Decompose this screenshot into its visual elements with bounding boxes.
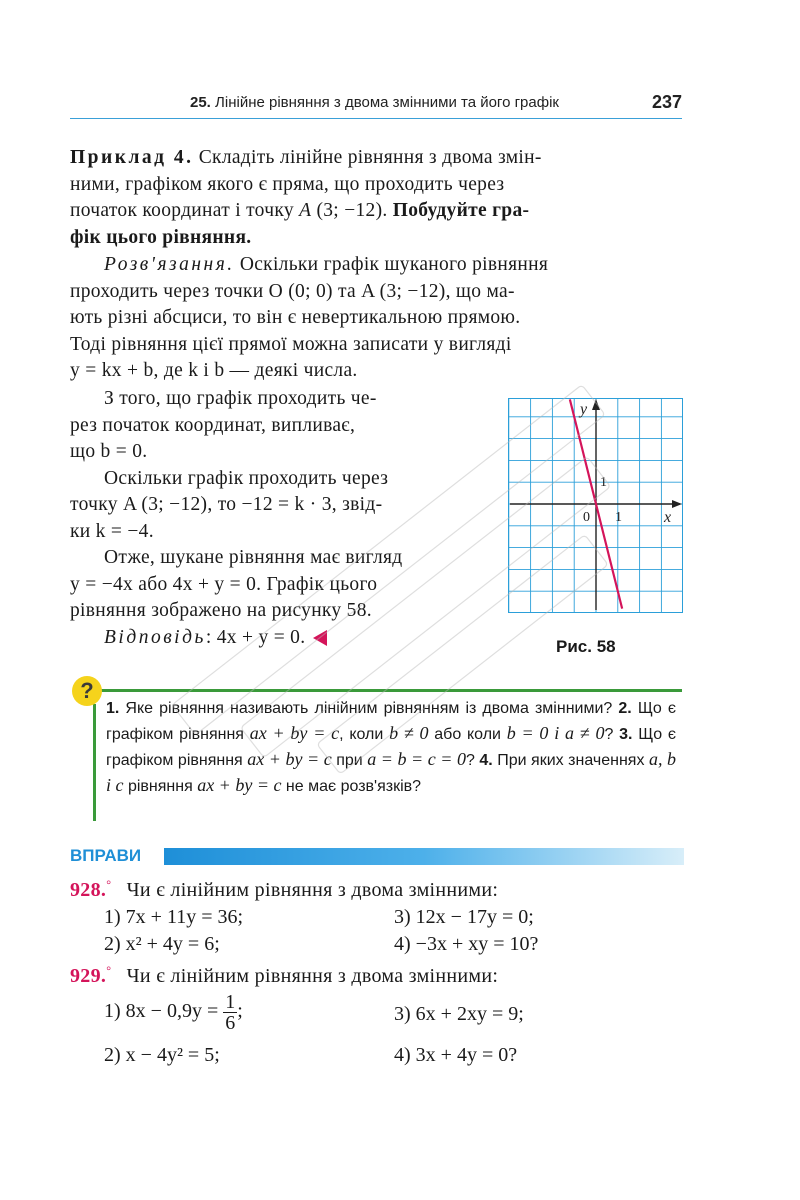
questions-top-rule xyxy=(96,689,682,692)
section-title-text: Лінійне рівняння з двома змінними та його графік xyxy=(215,94,559,111)
unit-x-label: 1 xyxy=(615,510,622,525)
answer-line xyxy=(70,625,490,652)
exercise-928-prompt xyxy=(70,877,690,902)
exercise-929-number-text: 929. xyxy=(70,964,107,987)
exercise-928-degree: ° xyxy=(106,877,112,891)
unit-y-label: 1 xyxy=(600,475,607,490)
q2-condition-2: b = 0 і a ≠ 0 xyxy=(506,723,605,743)
solution-line-5: y = kx + b, де k і b — деякі числа. xyxy=(70,360,358,381)
q2-text-c: або коли xyxy=(428,726,507,743)
q4-text-a: При яких значеннях xyxy=(492,752,649,769)
exercise-928-text: Чи є лінійним рівняння з двома змінними: xyxy=(126,878,499,901)
fraction-one-sixth xyxy=(223,992,237,1033)
graph-figure-58 xyxy=(508,398,683,613)
exercise-928-number xyxy=(70,879,111,901)
q2-text-b: , коли xyxy=(339,726,390,743)
control-questions xyxy=(106,697,676,799)
q4-text-b: рівняння xyxy=(123,778,198,795)
exercise-929-item-2: 2) x − 4y² = 5; xyxy=(104,1044,220,1066)
exercise-929-text: Чи є лінійним рівняння з двома змінними: xyxy=(126,964,499,987)
exercise-929-number xyxy=(70,965,111,987)
q3-text-c: ? xyxy=(465,752,475,769)
q1-number: 1. xyxy=(106,700,120,717)
page-number: 237 xyxy=(651,92,682,112)
exercise-928-item-1: 1) 7x + 11y = 36; xyxy=(104,906,244,928)
solution-line-11: ки k = −4. xyxy=(70,520,154,542)
solution-line-7: рез початок координат, випливає, xyxy=(70,414,356,436)
solution-line-6: З того, що графік проходить че- xyxy=(104,388,377,409)
solution-block-narrow xyxy=(70,386,490,651)
solution-line-2: проходить через точки O (0; 0) та A (3; −12), що ма- xyxy=(70,280,515,302)
section-title xyxy=(190,94,559,111)
solution-line-13: y = −4x або 4x + y = 0. Графік цього xyxy=(70,573,378,595)
q4-number: 4. xyxy=(479,752,493,769)
fraction-numerator: 1 xyxy=(225,991,236,1013)
example-line-1 xyxy=(70,145,682,172)
q2-condition-1: b ≠ 0 xyxy=(389,723,429,743)
exercise-928-item-3: 3) 12x − 17y = 0; xyxy=(394,906,534,928)
exercise-929-item-1-end: ; xyxy=(237,1000,243,1023)
q4-variables: a, b і c xyxy=(106,749,677,795)
q2-equation: ax + by = c xyxy=(249,723,340,743)
example-label: Приклад 4. xyxy=(70,147,194,168)
exercise-929-item-4: 4) 3x + 4y = 0? xyxy=(394,1044,518,1066)
q1-text: Яке рівняння називають лінійним рівнянням із двома змінними? xyxy=(119,700,613,717)
questions-left-rule xyxy=(93,704,96,821)
exercise-929-item-1-text: 1) 8x − 0,9y = xyxy=(104,1000,224,1023)
q2-text-d: ? xyxy=(604,726,614,743)
example-line-3 xyxy=(70,198,682,225)
q3-condition: a = b = c = 0 xyxy=(367,749,466,769)
figure-caption: Рис. 58 xyxy=(556,637,616,656)
q2-text-a: Що є графіком рівняння xyxy=(106,700,676,743)
example-line-4: фік цього рівняння. xyxy=(70,226,252,248)
exercise-929-item-1 xyxy=(104,992,243,1033)
point-a: A xyxy=(299,200,312,221)
example-text-3c: (3; −12). xyxy=(311,200,393,221)
q3-number: 3. xyxy=(619,726,633,743)
example-text-3a: початок координат і точку xyxy=(70,200,300,221)
answer-label: Відповідь xyxy=(104,626,206,648)
y-axis-arrow-icon xyxy=(592,399,600,410)
solution-line-8: що b = 0. xyxy=(70,441,148,462)
end-of-solution-icon xyxy=(313,630,327,646)
example-task: Побудуйте гра- xyxy=(392,200,530,221)
solution-label: Розв'язання. xyxy=(104,254,235,275)
x-axis-arrow-icon xyxy=(672,500,682,508)
exercises-heading: ВПРАВИ xyxy=(70,846,142,865)
exercise-929-prompt xyxy=(70,963,690,988)
q4-equation: ax + by = c xyxy=(197,775,282,795)
solution-text-1: Оскільки графік шуканого рівняння xyxy=(239,254,549,275)
answer-text: : 4x + y = 0. xyxy=(205,626,306,648)
solution-line-14: рівняння зображено на рисунку 58. xyxy=(70,600,372,621)
exercise-928-number-text: 928. xyxy=(70,878,107,901)
solution-line-1 xyxy=(70,252,682,279)
x-axis-label: x xyxy=(664,509,672,526)
section-number: 25. xyxy=(190,94,211,111)
solution-block xyxy=(70,252,682,385)
exercise-928-item-4: 4) −3x + xy = 10? xyxy=(394,933,539,955)
exercises-heading-bar xyxy=(164,848,684,865)
q3-equation: ax + by = c xyxy=(247,749,332,769)
exercise-929-degree: ° xyxy=(106,963,112,977)
question-mark-icon: ? xyxy=(72,676,102,706)
q2-number: 2. xyxy=(618,700,632,717)
q4-text-c: не має розв'язків? xyxy=(281,778,422,795)
exercise-929-item-3: 3) 6x + 2xy = 9; xyxy=(394,1003,524,1025)
example-text-1: Складіть лінійне рівняння з двома змін- xyxy=(198,147,542,168)
solution-line-9: Оскільки графік проходить через xyxy=(104,467,389,489)
fraction-denominator: 6 xyxy=(225,1012,236,1034)
example-line-2: ними, графіком якого є пряма, що проходить через xyxy=(70,173,505,195)
q3-text-a: Що є графіком рівняння xyxy=(106,726,677,769)
exercise-928-item-2: 2) x² + 4y = 6; xyxy=(104,933,220,955)
origin-label: 0 xyxy=(583,510,590,525)
running-header xyxy=(70,92,682,119)
solution-line-12: Отже, шукане рівняння має вигляд xyxy=(104,547,403,568)
solution-line-10: точку A (3; −12), то −12 = k · 3, звід- xyxy=(70,494,383,515)
y-axis-label: y xyxy=(580,401,588,418)
example-problem xyxy=(70,145,682,251)
q3-text-b: при xyxy=(331,752,368,769)
solution-line-4: Тоді рівняння цієї прямої можна записати у вигляді xyxy=(70,333,512,355)
solution-line-3: ють різні абсциси, то він є невертикальною прямою. xyxy=(70,307,521,328)
